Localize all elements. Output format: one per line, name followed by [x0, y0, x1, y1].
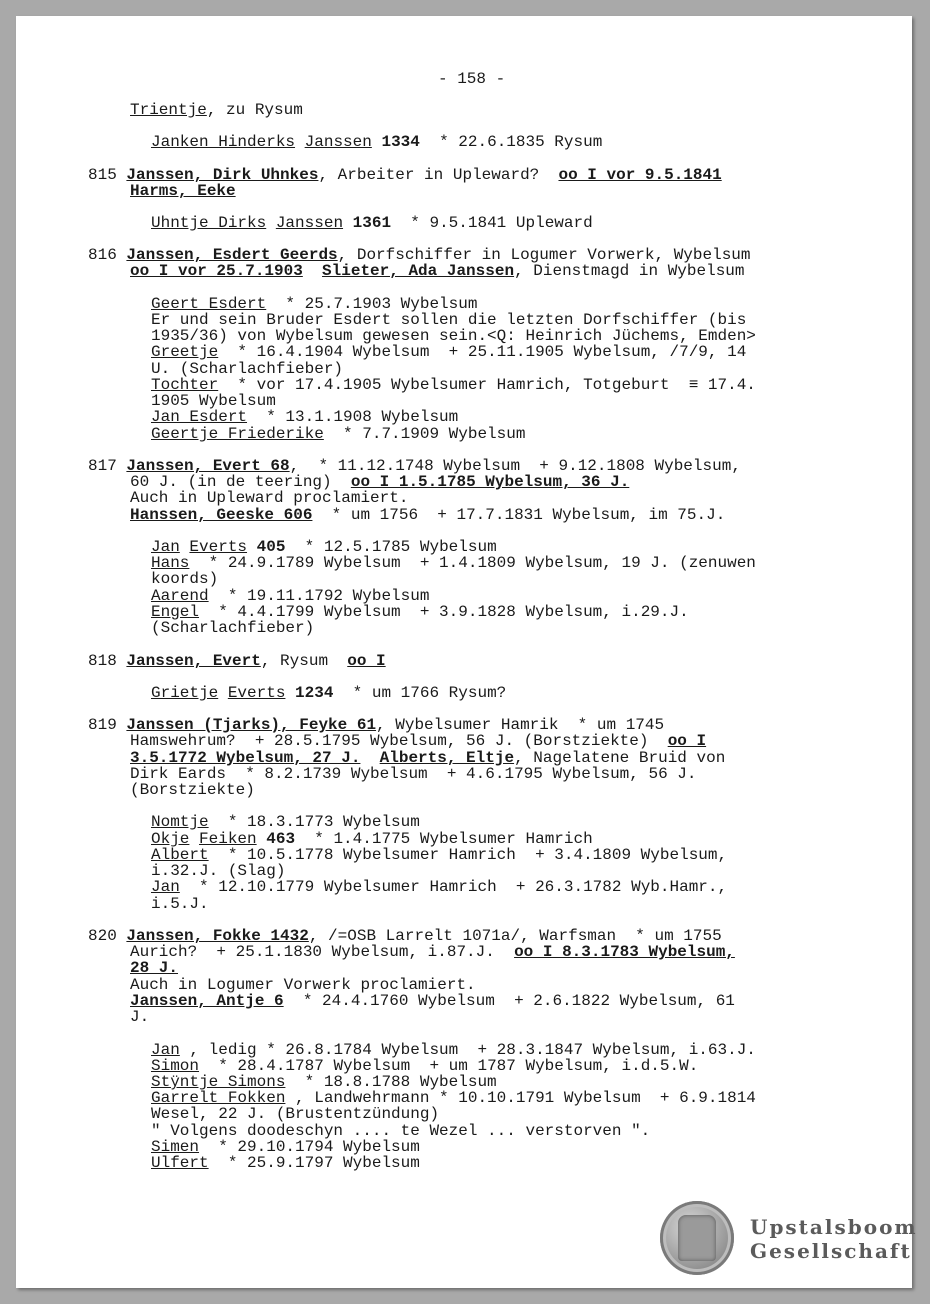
- underlined-name: Simon: [151, 1057, 200, 1075]
- text-run: * um 1766 Rysum?: [333, 684, 507, 702]
- text-run: 405: [256, 538, 286, 556]
- text-run: * 18.3.1773 Wybelsum: [208, 813, 420, 831]
- text-run: * 10.5.1778 Wybelsumer Hamrich + 3.4.1809 Wybelsum,: [208, 846, 728, 864]
- logo-line-1: Upstalsboom: [750, 1215, 918, 1239]
- logo-line-2: Gesellschaft: [750, 1239, 912, 1263]
- underlined-name: Janssen, Dirk Uhnkes: [126, 166, 319, 184]
- text-run: * vor 17.4.1905 Wybelsumer Hamrich, Totgeburt ≡ 17.4.: [218, 376, 756, 394]
- text-line: [130, 977, 476, 993]
- underlined-name: Garrelt Fokken: [151, 1089, 286, 1107]
- text-line: [130, 102, 303, 118]
- text-line: [130, 750, 725, 766]
- underlined-name: Hans: [151, 554, 190, 572]
- text-run: * 25.7.1903 Wybelsum: [266, 295, 478, 313]
- underlined-name: Janssen, Fokke 1432: [126, 927, 309, 945]
- underlined-name: Janssen: [304, 133, 372, 151]
- text-run: * 16.4.1904 Wybelsum + 25.11.1905 Wybelsum, /7/9, 14: [218, 343, 747, 361]
- text-run: , zu Rysum: [206, 101, 303, 119]
- text-line: [151, 426, 525, 442]
- underlined-name: Jan Esdert: [151, 408, 248, 426]
- text-line: [151, 863, 285, 879]
- logo-text: [750, 1215, 918, 1263]
- text-run: * 25.9.1797 Wybelsum: [208, 1154, 420, 1172]
- page-number: - 158 -: [438, 70, 506, 88]
- text-run: , Wybelsumer Hamrik * um 1745: [376, 716, 665, 734]
- text-run: , Dienstmagd in Wybelsum: [514, 262, 745, 280]
- text-run: 819: [88, 716, 127, 734]
- text-run: , Dorfschiffer in Logumer Vorwerk, Wybelsum: [337, 246, 751, 264]
- underlined-name: Jan: [151, 1041, 180, 1059]
- text-run: * 22.6.1835 Rysum: [419, 133, 603, 151]
- underlined-name: Feiken: [199, 830, 257, 848]
- underlined-name: Everts: [227, 684, 286, 702]
- underlined-name: Engel: [151, 603, 200, 621]
- text-line: [151, 344, 746, 360]
- text-line: [151, 831, 593, 847]
- text-line: [130, 490, 408, 506]
- text-line: [151, 1155, 420, 1171]
- text-line: [130, 944, 735, 960]
- upstalsboom-logo: [658, 1199, 918, 1277]
- text-line: [130, 960, 178, 976]
- underlined-name: Greetje: [151, 343, 219, 361]
- text-line: [88, 247, 751, 263]
- text-run: 60 J. (in de teering): [130, 473, 351, 491]
- text-run: * um 1756 + 17.7.1831 Wybelsum, im 75.J.: [312, 506, 726, 524]
- text-run: [343, 214, 353, 232]
- underlined-name: Janssen, Evert 68: [126, 457, 290, 475]
- underlined-name: Janssen: [275, 214, 344, 232]
- text-line: [151, 312, 746, 328]
- text-run: , ledig * 26.8.1784 Wybelsum + 28.3.1847 Wybelsum, i.63.J.: [179, 1041, 756, 1059]
- underlined-name: 3.5.1772 Wybelsum, 27 J.: [130, 749, 361, 767]
- text-run: i.32.J. (Slag): [151, 862, 286, 880]
- underlined-name: Grietje: [151, 684, 219, 702]
- underlined-name: Albert: [151, 846, 209, 864]
- text-line: [151, 604, 689, 620]
- text-line: [151, 1139, 420, 1155]
- text-line: [130, 1009, 149, 1025]
- text-run: 815: [88, 166, 127, 184]
- text-line: [88, 717, 664, 733]
- text-line: [151, 393, 276, 409]
- text-line: [88, 167, 722, 183]
- text-run: 1905 Wybelsum: [151, 392, 276, 410]
- underlined-name: Simen: [151, 1138, 200, 1156]
- text-line: [151, 1074, 497, 1090]
- text-line: [130, 733, 706, 749]
- text-run: 818: [88, 652, 127, 670]
- text-run: 1935/36) von Wybelsum gewesen sein.<Q: Heinrich Jüchems, Emden>: [151, 327, 756, 345]
- text-line: [151, 685, 506, 701]
- text-line: [88, 928, 722, 944]
- underlined-name: Geert Esdert: [151, 295, 267, 313]
- text-run: 1334: [381, 133, 420, 151]
- text-line: [151, 555, 756, 571]
- text-line: [151, 571, 218, 587]
- text-run: * 28.4.1787 Wybelsum + um 1787 Wybelsum, i.d.5.W.: [199, 1057, 699, 1075]
- underlined-name: Everts: [189, 538, 248, 556]
- underlined-name: oo I 1.5.1785 Wybelsum, 36 J.: [350, 473, 630, 491]
- underlined-name: Jan: [151, 878, 180, 896]
- text-run: Aurich? + 25.1.1830 Wybelsum, i.87.J.: [130, 943, 515, 961]
- text-run: [218, 684, 228, 702]
- text-line: [130, 474, 629, 490]
- text-run: , Arbeiter in Upleward?: [318, 166, 559, 184]
- underlined-name: oo I: [667, 732, 707, 750]
- document-text: [16, 16, 912, 1172]
- underlined-name: Slieter, Ada Janssen: [322, 262, 515, 280]
- underlined-name: Alberts, Eltje: [379, 749, 515, 767]
- text-line: [151, 879, 727, 895]
- text-run: Auch in Upleward proclamiert.: [130, 489, 409, 507]
- text-run: Dirk Eards * 8.2.1739 Wybelsum + 4.6.1795 Wybelsum, 56 J.: [130, 765, 697, 783]
- text-line: [130, 766, 697, 782]
- text-run: (Borstziekte): [130, 781, 255, 799]
- text-line: [151, 620, 314, 636]
- text-run: * 18.8.1788 Wybelsum: [285, 1073, 497, 1091]
- underlined-name: Trientje: [130, 101, 207, 119]
- underlined-name: Janken Hinderks: [151, 133, 296, 151]
- underlined-name: Aarend: [151, 587, 209, 605]
- underlined-name: Janssen, Evert: [126, 652, 261, 670]
- text-run: [266, 214, 276, 232]
- text-run: , Landwehrmann * 10.10.1791 Wybelsum + 6.9.1814: [285, 1089, 756, 1107]
- text-line: [88, 458, 741, 474]
- text-run: * 12.10.1779 Wybelsumer Hamrich + 26.3.1782 Wyb.Hamr.,: [179, 878, 728, 896]
- underlined-name: Jan: [151, 538, 180, 556]
- text-run: " Volgens doodeschyn .... te Wezel ... verstorven ".: [151, 1122, 651, 1140]
- text-run: * 13.1.1908 Wybelsum: [247, 408, 459, 426]
- text-run: Er und sein Bruder Esdert sollen die letzten Dorfschiffer (bis: [151, 311, 747, 329]
- underlined-name: oo I 8.3.1783 Wybelsum,: [514, 943, 735, 961]
- text-line: [151, 539, 497, 555]
- text-line: [151, 588, 429, 604]
- text-run: 816: [88, 246, 127, 264]
- text-line: [88, 653, 386, 669]
- text-line: [130, 782, 255, 798]
- text-run: Wesel, 22 J. (Brustentzündung): [151, 1105, 440, 1123]
- underlined-name: oo I vor 9.5.1841: [558, 166, 722, 184]
- text-run: [285, 684, 295, 702]
- text-run: 1234: [295, 684, 334, 702]
- text-line: [151, 361, 343, 377]
- underlined-name: oo I vor 25.7.1903: [130, 262, 303, 280]
- underlined-name: Okje: [151, 830, 190, 848]
- text-run: Auch in Logumer Vorwerk proclamiert.: [130, 976, 476, 994]
- text-run: , Nagelatene Bruid von: [514, 749, 726, 767]
- text-line: [151, 215, 593, 231]
- text-run: (Scharlachfieber): [151, 619, 315, 637]
- underlined-name: Nomtje: [151, 813, 209, 831]
- text-run: * 7.7.1909 Wybelsum: [323, 425, 526, 443]
- text-line: [130, 183, 236, 199]
- underlined-name: Janssen, Antje 6: [130, 992, 284, 1010]
- text-run: koords): [151, 570, 219, 588]
- text-line: [151, 896, 209, 912]
- text-run: * 24.9.1789 Wybelsum + 1.4.1809 Wybelsum, 19 J. (zenuwen: [189, 554, 756, 572]
- text-line: [151, 1106, 439, 1122]
- text-line: [130, 507, 725, 523]
- text-run: * 9.5.1841 Upleward: [391, 214, 593, 232]
- text-run: J.: [130, 1008, 150, 1026]
- text-line: [151, 1090, 756, 1106]
- underlined-name: Geertje Friederike: [151, 425, 324, 443]
- text-run: U. (Scharlachfieber): [151, 360, 344, 378]
- text-line: [151, 328, 756, 344]
- text-run: * 1.4.1775 Wybelsumer Hamrich: [295, 830, 593, 848]
- text-run: [303, 262, 322, 280]
- text-run: 463: [266, 830, 296, 848]
- text-run: 1361: [352, 214, 392, 232]
- text-line: [151, 377, 756, 393]
- text-run: * 24.4.1760 Wybelsum + 2.6.1822 Wybelsum, 61: [283, 992, 735, 1010]
- text-run: Hamswehrum? + 28.5.1795 Wybelsum, 56 J. (Borstziekte): [130, 732, 668, 750]
- text-line: [151, 134, 602, 150]
- underlined-name: oo I: [347, 652, 386, 670]
- underlined-name: Ulfert: [151, 1154, 209, 1172]
- text-run: 817: [88, 457, 127, 475]
- text-run: * 4.4.1799 Wybelsum + 3.9.1828 Wybelsum, i.29.J.: [199, 603, 689, 621]
- text-run: , * 11.12.1748 Wybelsum + 9.12.1808 Wybelsum,: [289, 457, 741, 475]
- text-run: i.5.J.: [151, 895, 209, 913]
- text-line: [151, 409, 458, 425]
- text-run: [295, 133, 305, 151]
- document-page: [16, 16, 918, 1288]
- text-line: [151, 847, 727, 863]
- text-run: * 29.10.1794 Wybelsum: [199, 1138, 420, 1156]
- text-run: , /=OSB Larrelt 1071a/, Warfsman * um 1755: [308, 927, 722, 945]
- text-line: [151, 814, 420, 830]
- text-run: 820: [88, 927, 127, 945]
- underlined-name: 28 J.: [130, 959, 179, 977]
- text-line: [130, 993, 735, 1009]
- text-line: [151, 1123, 650, 1139]
- text-run: , Rysum: [260, 652, 348, 670]
- seal-icon: [660, 1201, 734, 1275]
- text-line: [151, 296, 477, 312]
- text-run: * 19.11.1792 Wybelsum: [208, 587, 430, 605]
- text-line: [130, 263, 745, 279]
- underlined-name: Harms, Eeke: [130, 182, 236, 200]
- underlined-name: Hanssen, Geeske 606: [130, 506, 313, 524]
- underlined-name: Tochter: [151, 376, 219, 394]
- underlined-name: Janssen, Esdert Geerds: [126, 246, 338, 264]
- underlined-name: Uhntje Dirks: [151, 214, 267, 232]
- text-line: [151, 1042, 756, 1058]
- underlined-name: Stÿntje Simons: [151, 1073, 286, 1091]
- text-line: [151, 1058, 698, 1074]
- underlined-name: Janssen (Tjarks), Feyke 61: [126, 716, 377, 734]
- text-run: * 12.5.1785 Wybelsum: [285, 538, 497, 556]
